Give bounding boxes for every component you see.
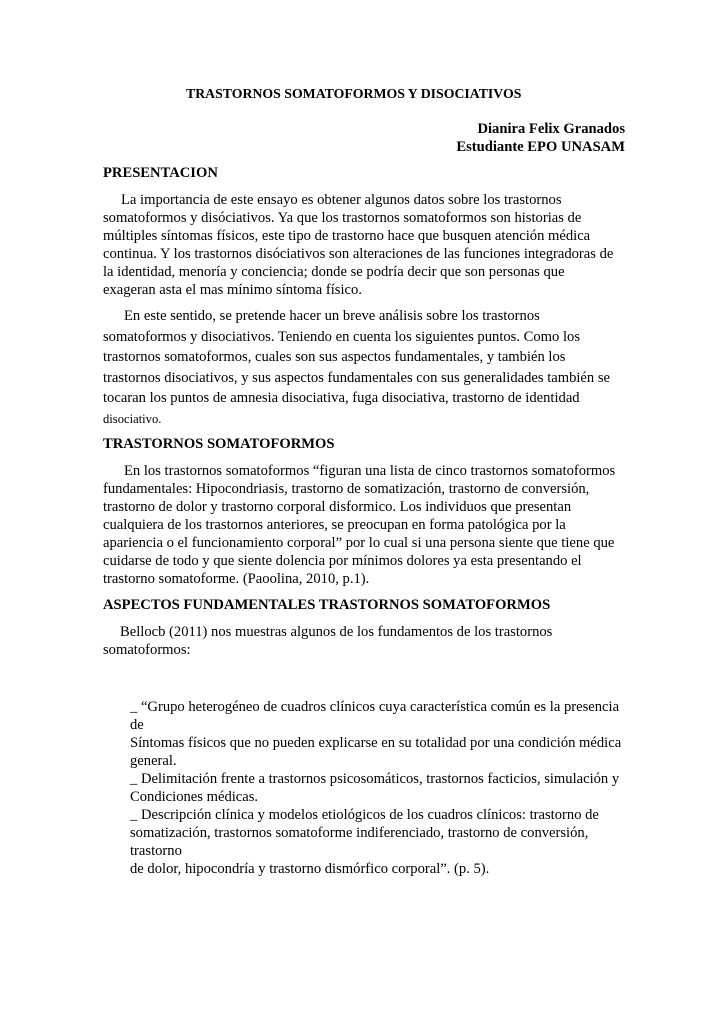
- paragraph-line: exageran asta el mas mínimo síntoma físico.: [103, 282, 362, 298]
- paragraph-line: la identidad, menoría y conciencia; donde se podría decir que son personas que: [103, 264, 565, 280]
- paragraph-line: En este sentido, se pretende hacer un breve análisis sobre los trastornos: [124, 308, 540, 324]
- paragraph-line: fundamentales: Hipocondriasis, trastorno de somatización, trastorno de conversión,: [103, 481, 590, 497]
- paragraph-line: múltiples síntomas físicos, este tipo de trastorno hace que busquen atención médica: [103, 228, 591, 244]
- section-heading-presentacion: PRESENTACION: [103, 165, 218, 181]
- paragraph-line: La importancia de este ensayo es obtener algunos datos sobre los trastornos: [121, 192, 562, 208]
- section-heading-aspectos-fundamentales: ASPECTOS FUNDAMENTALES TRASTORNOS SOMATOFORMOS: [103, 597, 551, 613]
- paragraph-line: cualquiera de los trastornos anteriores, se preocupan en forma patológica por la: [103, 517, 566, 533]
- paragraph-line: cuidarse de todo y que siente dolencia por mínimos dolores ya esta presentando el: [103, 553, 582, 569]
- section-heading-trastornos-somatoformos: TRASTORNOS SOMATOFORMOS: [103, 436, 335, 452]
- quote-line: _ “Grupo heterogéneo de cuadros clínicos cuya característica común es la presencia: [130, 699, 620, 715]
- quote-line: somatización, trastornos somatoforme indiferenciado, trastorno de conversión,: [130, 825, 589, 841]
- quote-line: trastorno: [130, 843, 182, 859]
- author-role: Estudiante EPO UNASAM: [456, 139, 625, 155]
- document-title: TRASTORNOS SOMATOFORMOS Y DISOCIATIVOS: [186, 86, 522, 101]
- quote-line: de: [130, 717, 144, 733]
- quote-line: Condiciones médicas.: [130, 789, 259, 805]
- paragraph-line: continua. Y los trastornos disóciativos son alteraciones de las funciones integradoras de: [103, 246, 614, 262]
- paragraph-line: somatoformos y disóciativos. Ya que los trastornos somatoformos son historias de: [103, 210, 582, 226]
- quote-line: _ Delimitación frente a trastornos psicosomáticos, trastornos facticios, simulación y: [130, 771, 620, 787]
- paragraph-line: tocaran los puntos de amnesia disociativa, fuga disociativa, trastorno de identidad: [103, 390, 580, 406]
- quote-line: general.: [130, 753, 177, 769]
- paragraph-line: trastorno de dolor y trastorno corporal disformico. Los individuos que presentan: [103, 499, 572, 515]
- paragraph-line: Bellocb (2011) nos muestras algunos de los fundamentos de los trastornos: [120, 624, 553, 640]
- paragraph-line: En los trastornos somatoformos “figuran una lista de cinco trastornos somatoformos: [124, 463, 616, 479]
- quote-line: _ Descripción clínica y modelos etiológicos de los cuadros clínicos: trastorno de: [130, 807, 599, 823]
- paragraph-line: trastorno somatoforme. (Paoolina, 2010, p.1).: [103, 571, 370, 587]
- quote-line: Síntomas físicos que no pueden explicarse en su totalidad por una condición médica: [130, 735, 622, 751]
- quote-line: de dolor, hipocondría y trastorno dismórfico corporal”. (p. 5).: [130, 861, 490, 877]
- author-name: Dianira Felix Granados: [477, 121, 625, 137]
- paragraph-line: apariencia o el funcionamiento corporal” por lo cual si una persona siente que tiene que: [103, 535, 615, 551]
- paragraph-line: somatoformos y disociativos. Teniendo en cuenta los siguientes puntos. Como los: [103, 329, 581, 345]
- paragraph-line: trastornos somatoformos, cuales son sus aspectos fundamentales, y también los: [103, 349, 566, 365]
- paragraph-line: trastornos disociativos, y sus aspectos fundamentales con sus generalidades también se: [103, 370, 611, 386]
- paragraph-line: disociativo.: [103, 412, 162, 426]
- paragraph-line: somatoformos:: [103, 642, 191, 658]
